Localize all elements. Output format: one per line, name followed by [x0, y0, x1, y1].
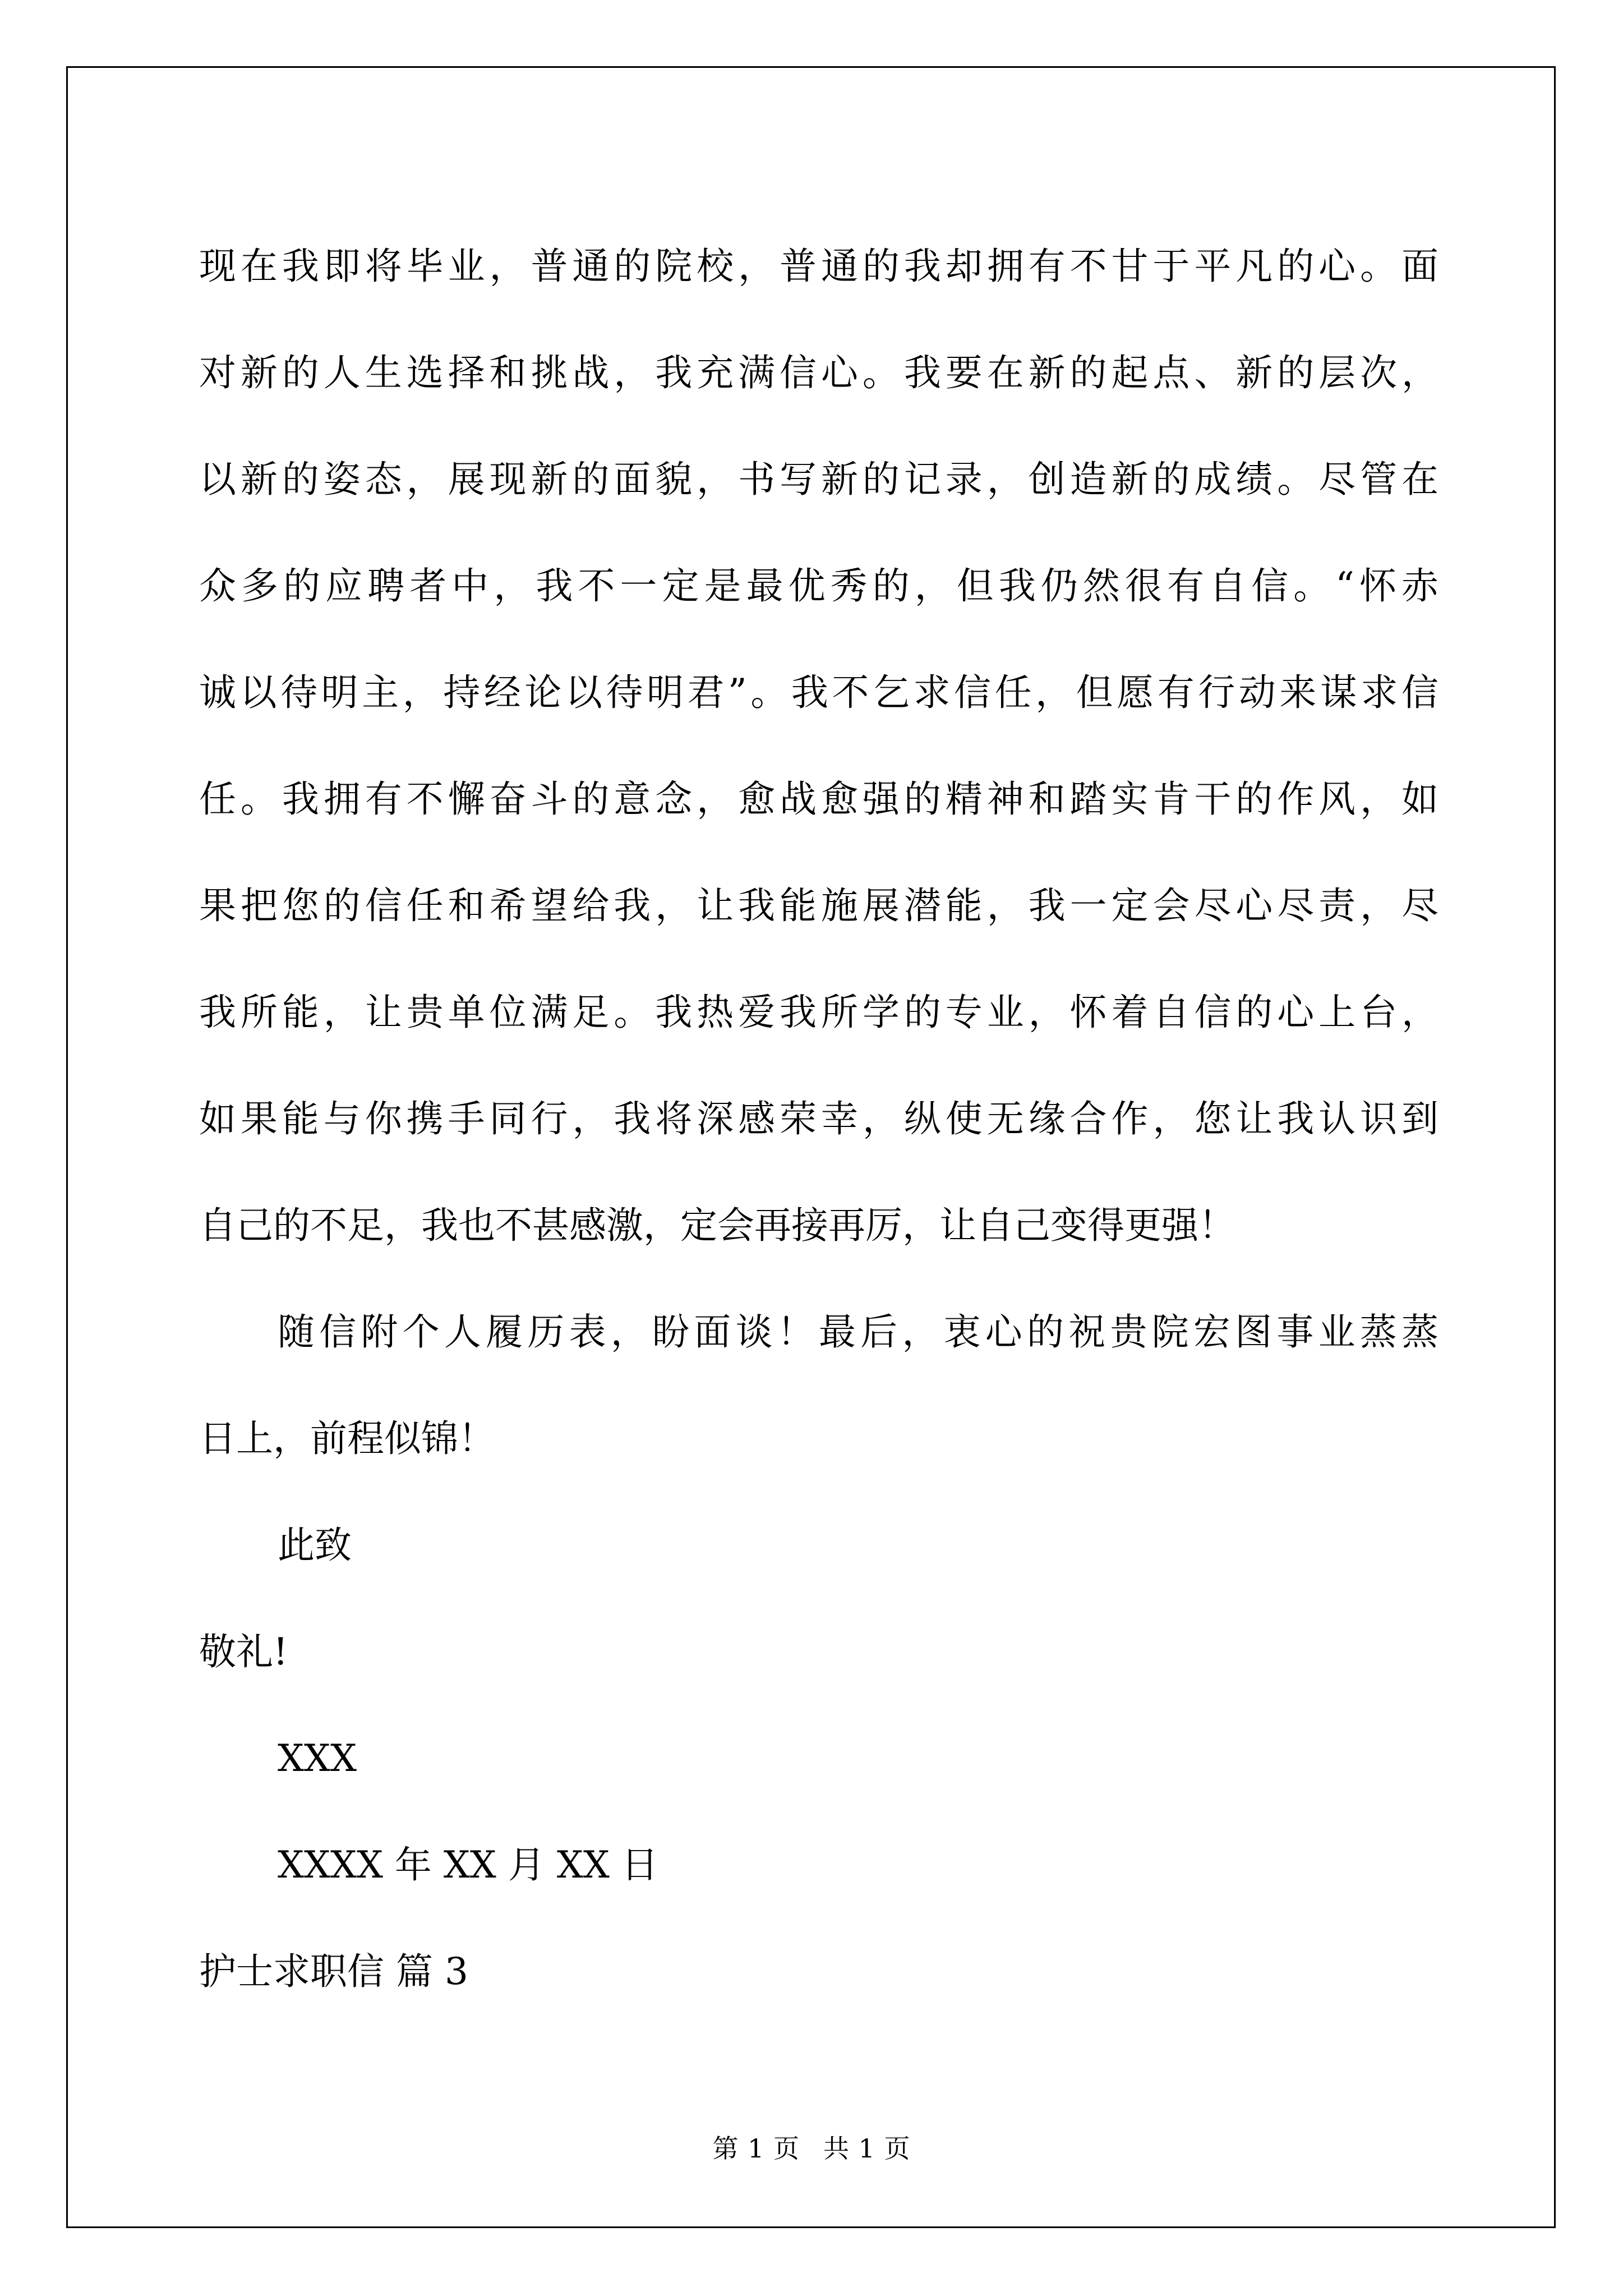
closing-salutation: 此致 — [278, 1524, 352, 1567]
paragraph-line: 随信附个人履历表，盼面谈！最后，衷心的祝贵院宏图事业蒸蒸 — [278, 1310, 1438, 1354]
page-footer — [0, 2132, 1623, 2165]
paragraph-line: 众多的应聘者中，我不一定是最优秀的，但我仍然很有自信。“怀赤 — [199, 564, 1438, 608]
section-heading: 护士求职信 篇 3 — [199, 1950, 468, 1993]
paragraph-line: 对新的人生选择和挑战，我充满信心。我要在新的起点、新的层次， — [199, 351, 1438, 394]
paragraph-line: 诚以待明主，持经论以待明君”。我不乞求信任，但愿有行动来谋求信 — [199, 671, 1438, 714]
closing-regards: 敬礼! — [199, 1630, 288, 1673]
signature-date: XXXX 年 XX 月 XX 日 — [278, 1843, 658, 1887]
signature-name: XXX — [278, 1737, 357, 1780]
paragraph-line: 我所能，让贵单位满足。我热爱我所学的专业，怀着自信的心上台， — [199, 991, 1438, 1034]
paragraph-line: 如果能与你携手同行，我将深感荣幸，纵使无缘合作，您让我认识到 — [199, 1097, 1438, 1140]
paragraph-line: 自己的不足，我也不甚感激，定会再接再厉，让自己变得更强！ — [199, 1204, 1235, 1247]
page-total: 共 1 页 — [823, 2133, 911, 2164]
paragraph-line: 以新的姿态，展现新的面貌，书写新的记录，创造新的成绩。尽管在 — [199, 458, 1438, 501]
paragraph-line: 果把您的信任和希望给我，让我能施展潜能，我一定会尽心尽责，尽 — [199, 884, 1438, 927]
paragraph-line: 现在我即将毕业，普通的院校，普通的我却拥有不甘于平凡的心。面 — [199, 245, 1438, 288]
page-number: 第 1 页 — [712, 2133, 800, 2164]
letter-body — [199, 213, 1438, 2025]
paragraph-line: 任。我拥有不懈奋斗的意念，愈战愈强的精神和踏实肯干的作风，如 — [199, 777, 1438, 821]
paragraph-line: 日上，前程似锦！ — [199, 1417, 495, 1460]
